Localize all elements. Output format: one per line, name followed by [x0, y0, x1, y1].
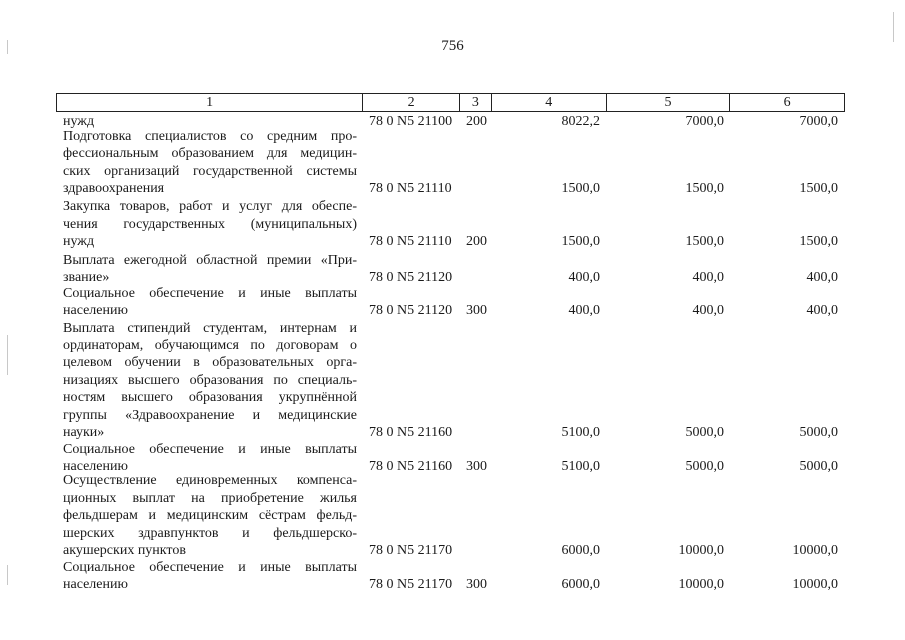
header-col-4: 4	[492, 94, 607, 111]
amount-col-6: 1500,0	[799, 233, 838, 249]
description-line: Выплата ежегодной областной премии «При-	[63, 252, 357, 268]
description-line: науки»	[63, 424, 105, 440]
row-description	[63, 198, 357, 250]
description-line: ординаторам, обучающимся по договорам о	[63, 337, 357, 353]
scan-artifact	[893, 12, 894, 42]
amount-col-4: 5100,0	[561, 424, 600, 440]
description-line: шерских здравпунктов и фельдшерско-	[63, 525, 357, 541]
amount-col-5: 400,0	[692, 269, 724, 285]
description-line: низациях высшего образования по специаль-	[63, 372, 357, 388]
description-line: населению	[63, 458, 128, 474]
amount-col-4: 6000,0	[561, 542, 600, 558]
description-line: чения государственных (муниципальных)	[63, 216, 357, 232]
description-line: нужд	[63, 114, 95, 129]
amount-col-5: 10000,0	[678, 576, 724, 592]
scan-artifact	[7, 40, 8, 54]
target-article-code: 78 0 N5 21120	[369, 302, 453, 318]
description-line: здравоохранения	[63, 180, 165, 196]
header-col-2: 2	[363, 94, 460, 111]
description-line: ционных выплат на приобретение жилья	[63, 490, 357, 506]
amount-col-4: 5100,0	[561, 458, 600, 474]
amount-col-5: 1500,0	[685, 180, 724, 196]
amount-col-6: 5000,0	[799, 424, 838, 440]
row-description	[63, 441, 357, 476]
amount-col-5: 7000,0	[685, 114, 724, 129]
target-article-code: 78 0 N5 21170	[369, 542, 453, 558]
description-line: Социальное обеспечение и иные выплаты	[63, 559, 357, 575]
description-line: Социальное обеспечение и иные выплаты	[63, 285, 357, 301]
page-number: 756	[441, 38, 464, 54]
amount-col-6: 1500,0	[799, 180, 838, 196]
description-line: населению	[63, 576, 128, 592]
scan-artifact	[7, 565, 8, 585]
row-description	[63, 472, 357, 559]
amount-col-6: 10000,0	[792, 576, 838, 592]
description-line: нужд	[63, 233, 95, 249]
row-description	[63, 128, 357, 198]
target-article-code: 78 0 N5 21100	[369, 114, 453, 129]
amount-col-6: 10000,0	[792, 542, 838, 558]
expense-type-code: 200	[466, 233, 487, 249]
description-line: группы «Здравоохранение и медицинские	[63, 407, 357, 423]
amount-col-4: 1500,0	[561, 180, 600, 196]
target-article-code: 78 0 N5 21110	[369, 180, 452, 196]
description-line: населению	[63, 302, 128, 318]
expense-type-code: 300	[466, 576, 487, 592]
amount-col-6: 400,0	[806, 269, 838, 285]
description-line: Социальное обеспечение и иные выплаты	[63, 441, 357, 457]
target-article-code: 78 0 N5 21120	[369, 269, 453, 285]
amount-col-6: 7000,0	[799, 114, 838, 129]
description-line: ских организаций государственной системы	[63, 163, 357, 179]
amount-col-5: 1500,0	[685, 233, 724, 249]
row-description	[63, 252, 357, 287]
amount-col-5: 400,0	[692, 302, 724, 318]
amount-col-5: 5000,0	[685, 424, 724, 440]
description-line: звание»	[63, 269, 110, 285]
description-line: Закупка товаров, работ и услуг для обеспе-	[63, 199, 357, 215]
amount-col-6: 5000,0	[799, 458, 838, 474]
amount-col-4: 6000,0	[561, 576, 600, 592]
expense-type-code: 300	[466, 458, 487, 474]
row-description	[63, 320, 357, 442]
amount-col-5: 10000,0	[678, 542, 724, 558]
target-article-code: 78 0 N5 21110	[369, 233, 452, 249]
amount-col-6: 400,0	[806, 302, 838, 318]
description-line: акушерских пунктов	[63, 542, 186, 558]
description-line: Осуществление единовременных компенса-	[63, 473, 357, 489]
header-col-3: 3	[460, 94, 492, 111]
row-description	[63, 285, 357, 320]
target-article-code: 78 0 N5 21160	[369, 458, 453, 474]
description-line: Подготовка специалистов со средним про-	[63, 128, 357, 144]
description-line: фессиональным образованием для медицин-	[63, 146, 357, 162]
target-article-code: 78 0 N5 21170	[369, 576, 453, 592]
description-line: фельдшерам и медицинским сёстрам фельд-	[63, 508, 357, 524]
expense-type-code: 300	[466, 302, 487, 318]
amount-col-4: 400,0	[568, 269, 600, 285]
row-description	[63, 559, 357, 594]
amount-col-4: 400,0	[568, 302, 600, 318]
header-col-5: 5	[607, 94, 731, 111]
expense-type-code: 200	[466, 114, 487, 129]
target-article-code: 78 0 N5 21160	[369, 424, 453, 440]
description-line: ностям высшего образования укрупнённой	[63, 390, 357, 406]
description-line: целевом обучении в образовательных орга-	[63, 355, 357, 371]
amount-col-5: 5000,0	[685, 458, 724, 474]
description-line: Выплата стипендий студентам, интернам и	[63, 320, 357, 336]
scan-artifact	[7, 335, 8, 375]
header-col-1: 1	[57, 94, 363, 111]
amount-col-4: 1500,0	[561, 233, 600, 249]
amount-col-4: 8022,2	[561, 114, 600, 129]
header-col-6: 6	[783, 95, 791, 110]
